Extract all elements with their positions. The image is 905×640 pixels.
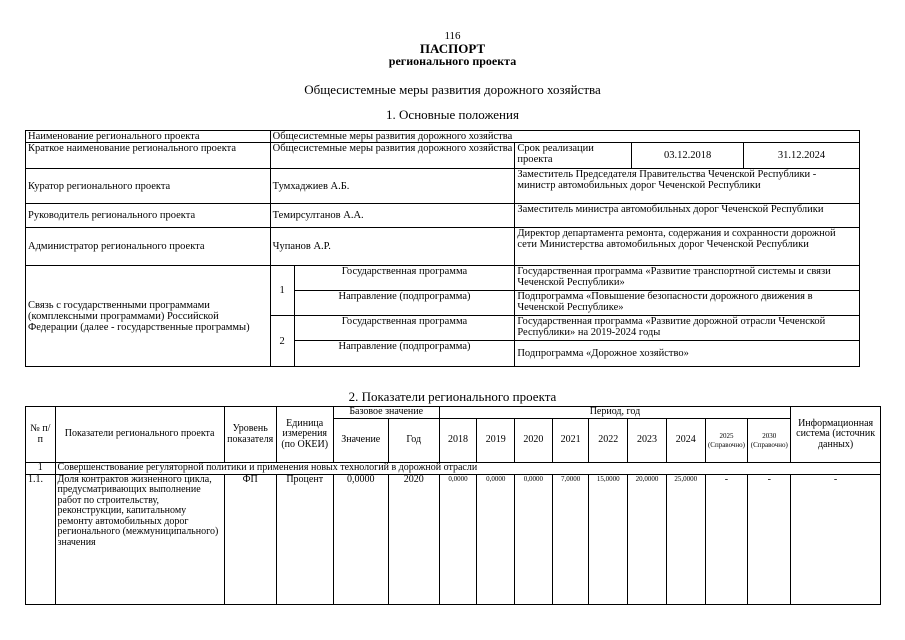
name-row bbox=[26, 131, 860, 143]
row-name: Доля контрактов жизненного цикла, предусматривающих выполнение работ по строительству, реконструкции, капитальному ремонту автомобильных дорог регионального (межмуниципального) значения bbox=[55, 474, 224, 604]
year-2030-header: 2030 (Справочно) bbox=[748, 419, 791, 463]
name-label: Наименование регионального проекта bbox=[26, 131, 271, 143]
link-program-value: Государственная программа «Развитие дорожной отрасли Чеченской Республики» на 2019-2024 годы bbox=[515, 316, 860, 341]
document-subtitle: регионального проекта bbox=[388, 54, 517, 68]
page-number: 116 bbox=[444, 30, 461, 42]
year-header: 2019 bbox=[477, 419, 515, 463]
year-header: 2021 bbox=[552, 419, 589, 463]
short-name-label: Краткое наименование регионального проекта bbox=[26, 143, 271, 169]
short-name-row bbox=[26, 143, 860, 169]
name-header: Показатели регионального проекта bbox=[55, 407, 224, 463]
link-program-label: Государственная программа bbox=[294, 266, 515, 291]
curator-row bbox=[26, 169, 860, 204]
link-num: 1 bbox=[270, 266, 294, 316]
admin-position: Директор департамента ремонта, содержания и сохранности дорожной сети Министерства автомобильных дорог Чеченской Республики bbox=[515, 228, 860, 266]
link-num: 2 bbox=[270, 316, 294, 367]
year-header: 2022 bbox=[589, 419, 628, 463]
year-header: 2024 bbox=[666, 419, 705, 463]
base-header: Базовое значение bbox=[333, 407, 439, 419]
year-header: 2023 bbox=[628, 419, 667, 463]
row-2030-value: - bbox=[748, 474, 791, 604]
row-base-year: 2020 bbox=[388, 474, 439, 604]
year-header: 2018 bbox=[439, 419, 477, 463]
link-program-value: Государственная программа «Развитие транспортной системы и связи Чеченской Республики» bbox=[515, 266, 860, 291]
section1-heading: 1. Основные положения bbox=[386, 107, 519, 122]
year-header: 2020 bbox=[515, 419, 553, 463]
head-name: Темирсултанов А.А. bbox=[270, 204, 515, 228]
num-header: № п/п bbox=[26, 407, 56, 463]
row-value: 0,0000 bbox=[439, 474, 477, 604]
curator-label: Куратор регионального проекта bbox=[26, 169, 271, 204]
head-position: Заместитель министра автомобильных дорог Чеченской Республики bbox=[515, 204, 860, 228]
row-value: 0,0000 bbox=[477, 474, 515, 604]
base-value-header: Значение bbox=[333, 419, 388, 463]
row-2025-value: - bbox=[705, 474, 748, 604]
project-name: Общесистемные меры развития дорожного хозяйства bbox=[304, 82, 601, 97]
end-date: 31.12.2024 bbox=[744, 143, 860, 169]
row-value: 7,0000 bbox=[552, 474, 589, 604]
group-num: 1 bbox=[26, 463, 56, 475]
table-row bbox=[26, 474, 881, 604]
name-value: Общесистемные меры развития дорожного хозяйства bbox=[270, 131, 859, 143]
row-unit: Процент bbox=[276, 474, 333, 604]
row-value: 20,0000 bbox=[628, 474, 667, 604]
curator-name: Тумхаджиев А.Б. bbox=[270, 169, 515, 204]
link-direction-value: Подпрограмма «Дорожное хозяйство» bbox=[515, 341, 860, 367]
period-header: Период, год bbox=[439, 407, 791, 419]
row-value: 25,0000 bbox=[666, 474, 705, 604]
row-value: 0,0000 bbox=[515, 474, 553, 604]
admin-name: Чупанов А.Р. bbox=[270, 228, 515, 266]
unit-header: Единица измерения (по ОКЕИ) bbox=[276, 407, 333, 463]
head-label: Руководитель регионального проекта bbox=[26, 204, 271, 228]
start-date: 03.12.2018 bbox=[632, 143, 744, 169]
link-direction-value: Подпрограмма «Повышение безопасности дорожного движения в Чеченской Республике» bbox=[515, 291, 860, 316]
admin-row bbox=[26, 228, 860, 266]
header-row bbox=[26, 407, 881, 419]
document-title: ПАСПОРТ bbox=[419, 41, 486, 56]
term-label: Срок реализации проекта bbox=[515, 143, 632, 169]
link-program-label: Государственная программа bbox=[294, 316, 515, 341]
row-base-value: 0,0000 bbox=[333, 474, 388, 604]
level-header: Уровень показателя bbox=[224, 407, 276, 463]
short-name-value: Общесистемные меры развития дорожного хозяйства bbox=[270, 143, 515, 169]
row-value: 15,0000 bbox=[589, 474, 628, 604]
link-direction-label: Направление (подпрограмма) bbox=[294, 341, 515, 367]
group-title: Совершенствование регуляторной политики и применения новых технологий в дорожной отрасли bbox=[55, 463, 880, 475]
year-2025-header: 2025 (Справочно) bbox=[705, 419, 748, 463]
row-info: - bbox=[791, 474, 881, 604]
admin-label: Администратор регионального проекта bbox=[26, 228, 271, 266]
row-num: 1.1. bbox=[26, 474, 56, 604]
row-level: ФП bbox=[224, 474, 276, 604]
curator-position: Заместитель Председателя Правительства Чеченской Республики - министр автомобильных дорог Чеченской Республики bbox=[515, 169, 860, 204]
info-header: Информационная система (источник данных) bbox=[791, 407, 881, 463]
base-year-header: Год bbox=[388, 419, 439, 463]
group-row bbox=[26, 463, 881, 475]
section2-heading: 2. Показатели регионального проекта bbox=[348, 389, 557, 404]
link-label: Связь с государственными программами (комплексными программами) Российской Федерации (далее - государственные программы) bbox=[26, 266, 271, 367]
indicators-table bbox=[25, 406, 881, 605]
link-row bbox=[26, 266, 860, 291]
link-direction-label: Направление (подпрограмма) bbox=[294, 291, 515, 316]
basics-table bbox=[25, 130, 860, 367]
head-row bbox=[26, 204, 860, 228]
